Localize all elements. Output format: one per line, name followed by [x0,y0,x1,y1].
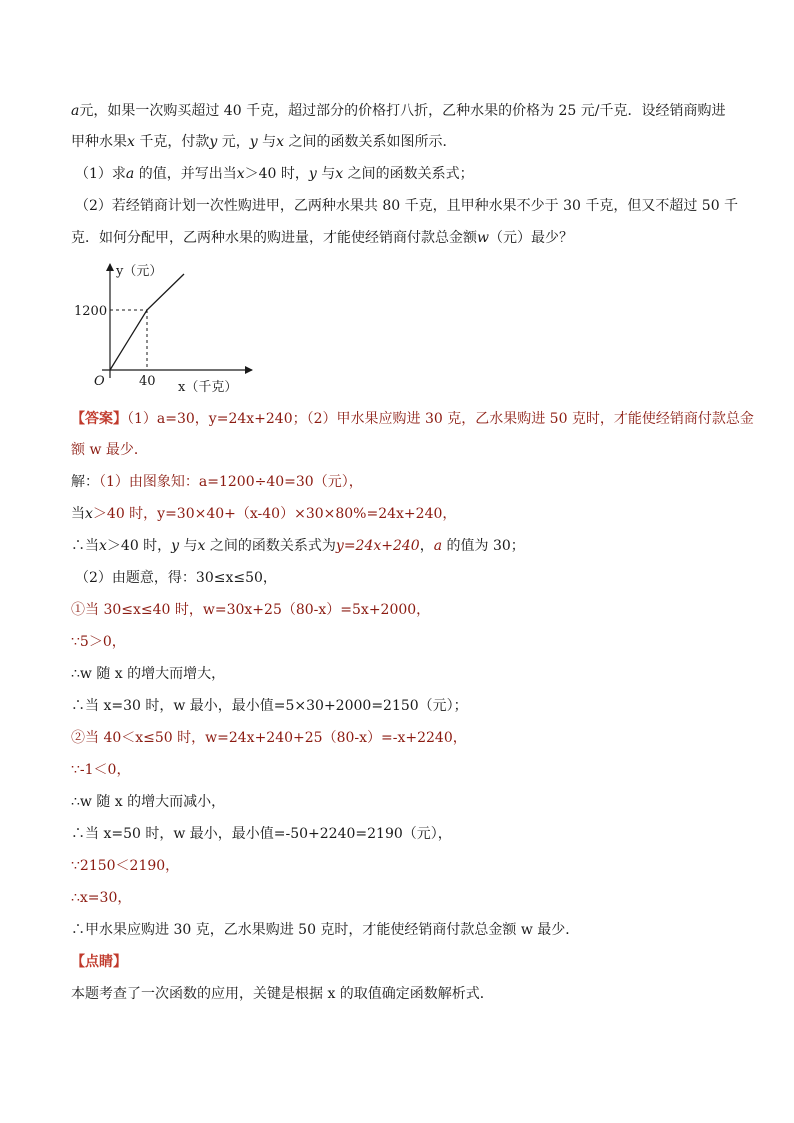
solution-line-11: ∴w 随 x 的增大而减小， [71,794,226,810]
problem-line-2: 甲种水果x 千克，付款y 元，y 与x 之间的函数关系如图所示． [71,134,457,150]
answer-line-1: 【答案】（1）a=30，y=24x+240；（2）甲水果应购进 30 克，乙水果购进 50 克时，才能使经销商付款总金 [71,411,754,427]
y-tick-label: 1200 [74,304,108,319]
solution-line-1: 解：（1）由图象知：a=1200÷40=30（元）， [71,474,363,490]
problem-line-3: （1）求a 的值，并写出当x＞40 时，y 与x 之间的函数关系式； [75,166,474,182]
function-graph [72,258,262,398]
comment-tag: 【点睛】 [71,954,127,970]
origin-label: O [94,374,105,389]
solution-line-10: ∵-1＜0， [71,762,131,778]
solution-line-13: ∵2150＜2190， [71,858,180,874]
solution-line-9: ②当 40＜x≤50 时，w=24x+240+25（80-x）=-x+2240， [71,730,467,746]
y-axis-label: y（元） [116,264,163,279]
comment-text: 本题考查了一次函数的应用，关键是根据 x 的取值确定函数解析式． [71,986,494,1002]
solution-line-3: ∴当x＞40 时，y 与x 之间的函数关系式为y=24x+240，a 的值为 30； [71,538,525,554]
x-tick-label: 40 [139,374,156,389]
solution-line-15: ∴甲水果应购进 30 克，乙水果购进 50 克时，才能使经销商付款总金额 w 最少． [71,922,580,938]
solution-line-7: ∴w 随 x 的增大而增大， [71,666,226,682]
solution-line-6: ∵5＞0， [71,634,126,650]
problem-line-4: （2）若经销商计划一次性购进甲，乙两种水果共 80 千克，且甲种水果不少于 30 千克，但又不超过 50 千 [75,198,739,214]
problem-line-1: a元，如果一次购买超过 40 千克，超过部分的价格打八折，乙种水果的价格为 25 元/千克．设经销商购进 [71,103,726,119]
solution-line-4: （2）由题意，得：30≤x≤50， [75,570,277,586]
x-axis-label: x（千克） [178,380,238,395]
problem-line-5: 克．如何分配甲，乙两种水果的购进量，才能使经销商付款总金额w（元）最少？ [71,230,573,246]
solution-line-2: 当x＞40 时，y=30×40+（x-40）×30×80%=24x+240， [71,506,457,522]
answer-line-2: 额 w 最少． [71,442,148,458]
solution-line-14: ∴x=30， [71,890,132,906]
solution-line-5: ①当 30≤x≤40 时，w=30x+25（80-x）=5x+2000， [71,602,431,618]
answer-tag: 【答案】 [71,411,127,427]
solution-line-12: ∴当 x=50 时，w 最小，最小值=-50+2240=2190（元）， [71,826,452,842]
solution-line-8: ∴当 x=30 时，w 最小，最小值=5×30+2000=2150（元）； [71,698,468,714]
